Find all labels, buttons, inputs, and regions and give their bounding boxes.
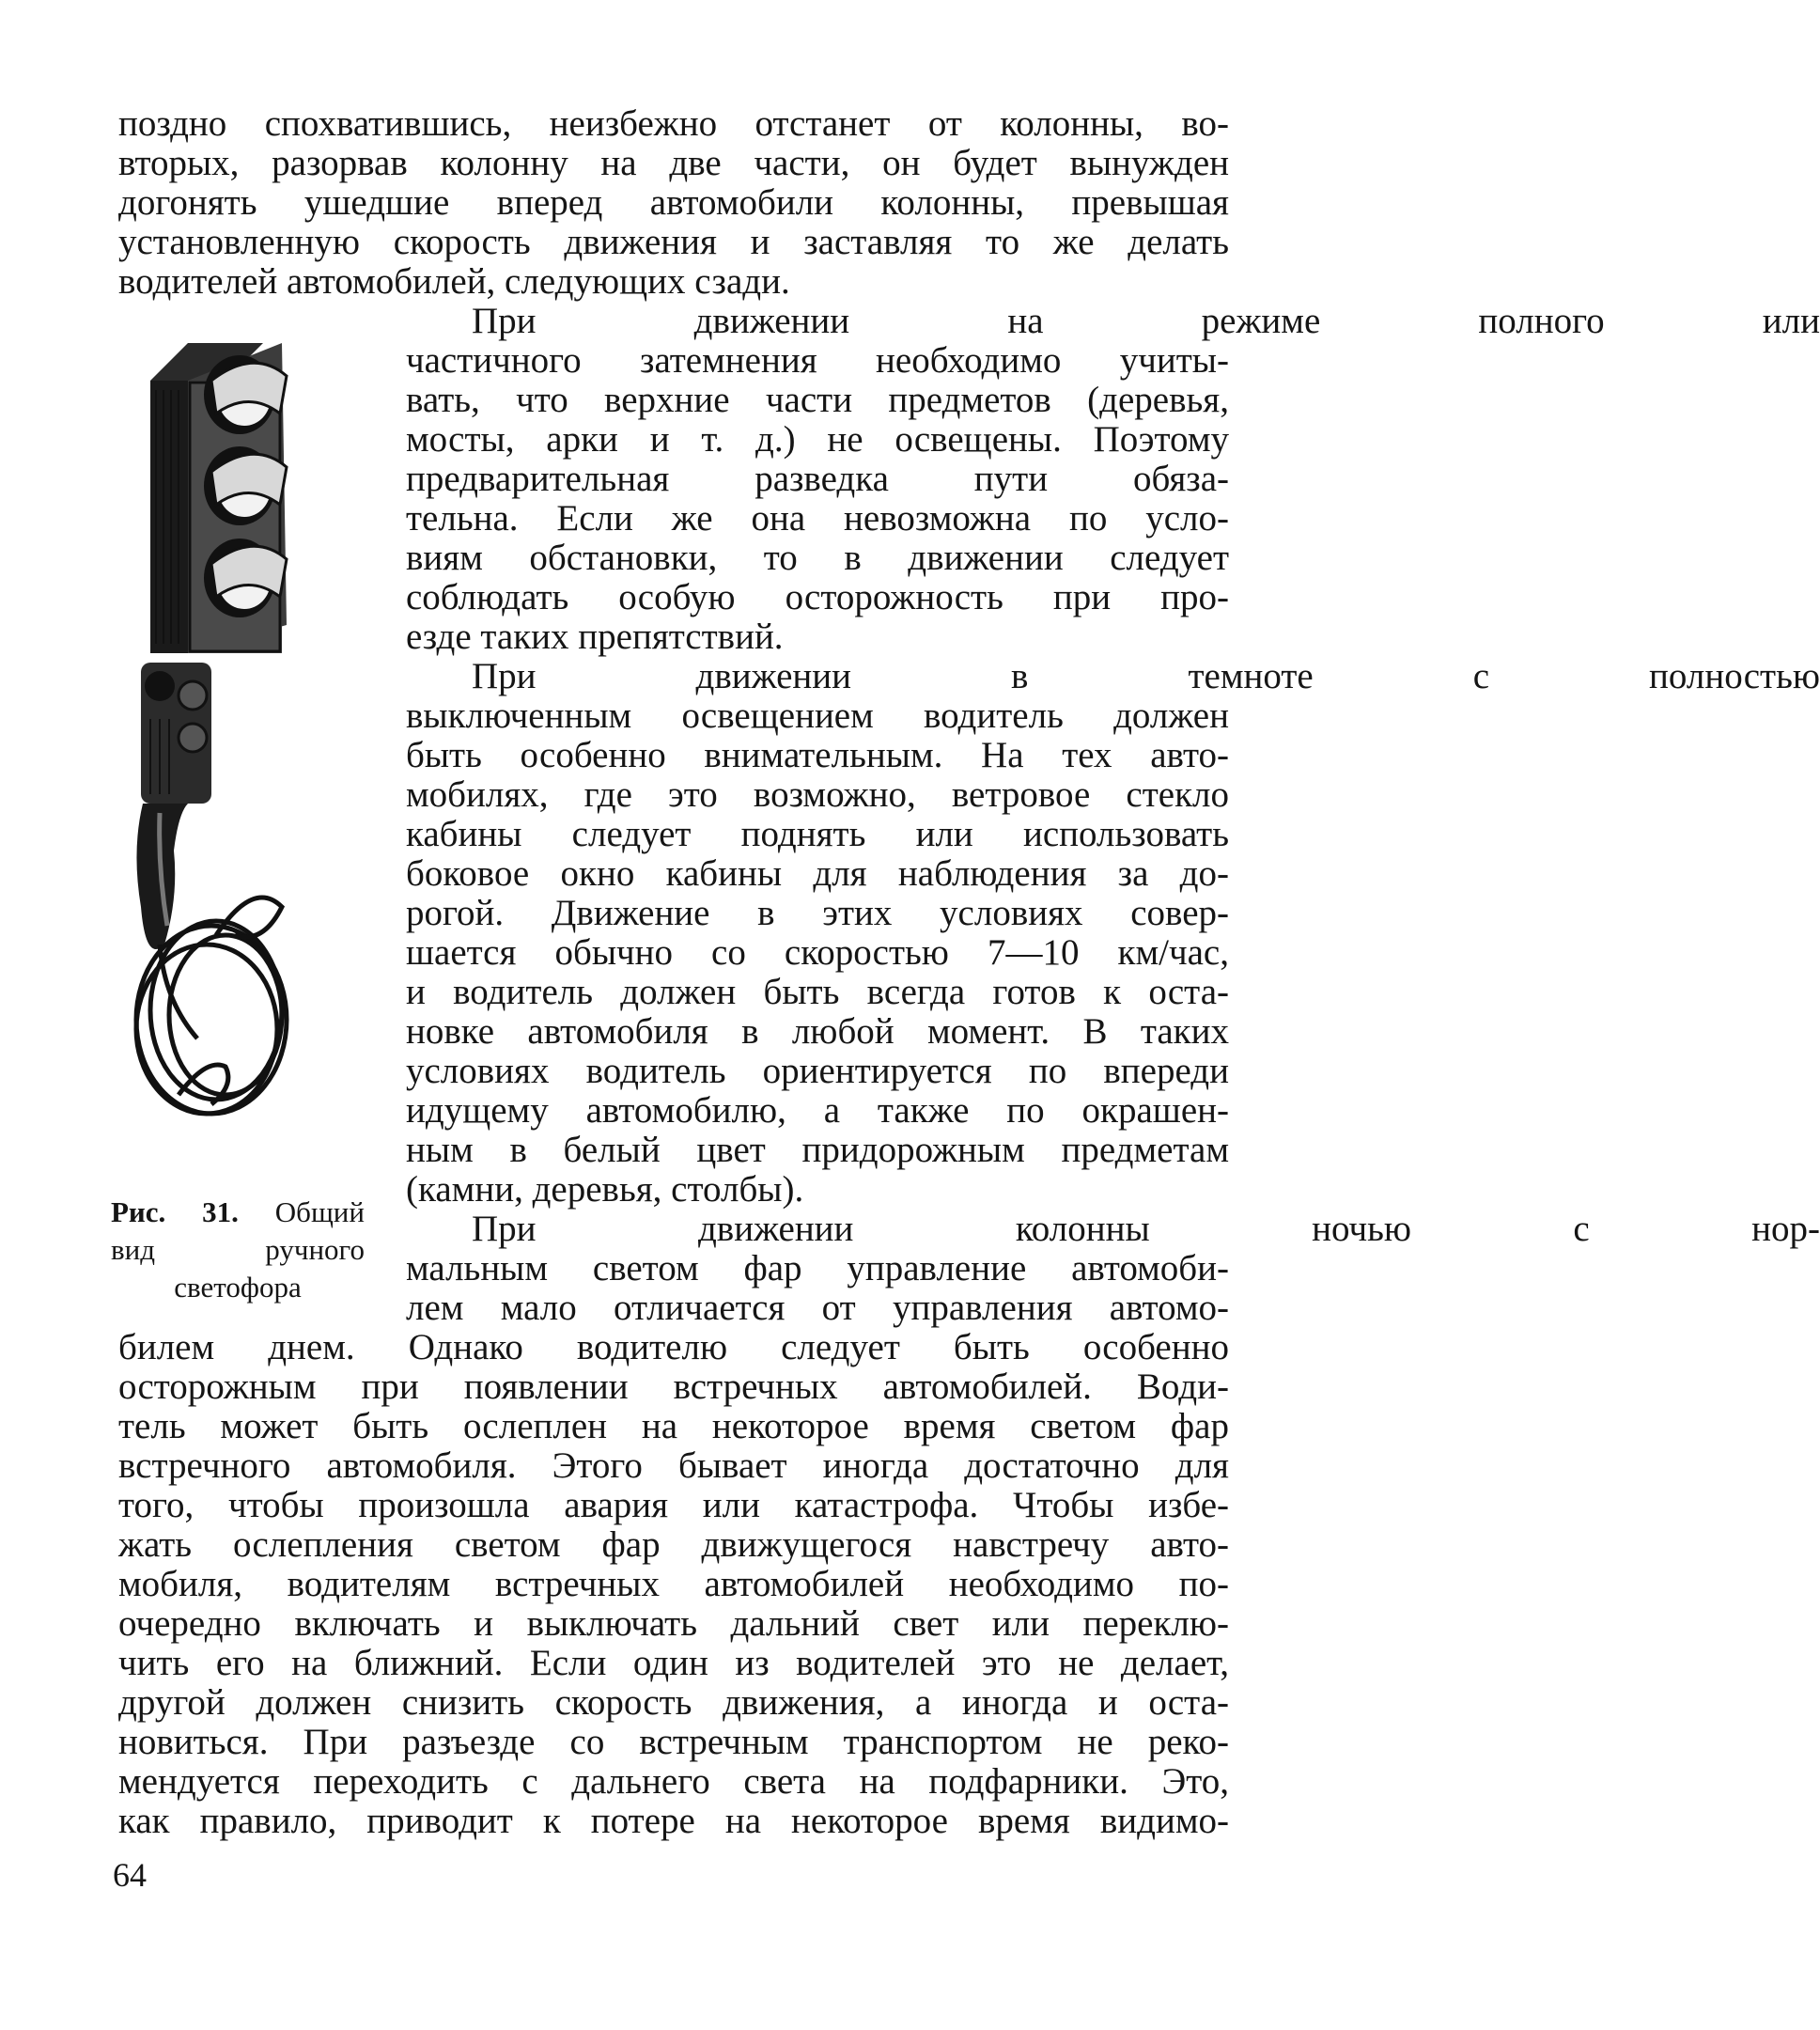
text-line: водителей автомобилей, следующих сзади. bbox=[118, 261, 790, 302]
text-line: лем мало отличается от управления автомо- bbox=[406, 1288, 1229, 1328]
paragraph-start-line: При движении колонны ночью с нор- bbox=[472, 1209, 1820, 1249]
text-line: жать ослепления светом фар движущегося навстречу авто- bbox=[118, 1524, 1229, 1565]
text-line: мендуется переходить с дальнего света на подфарники. Это, bbox=[118, 1761, 1229, 1802]
text-line: другой должен снизить скорость движения, а иногда и оста- bbox=[118, 1682, 1229, 1723]
text-line: чить его на ближний. Если один из водителей это не делает, bbox=[118, 1643, 1229, 1683]
figure-label: Рис. 31. bbox=[111, 1195, 239, 1228]
text-line: идущему автомобилю, а также по окрашен- bbox=[406, 1090, 1229, 1131]
text-line: мосты, арки и т. д.) не освещены. Поэтому bbox=[406, 419, 1229, 460]
text-line: вать, что верхние части предметов (деревья, bbox=[406, 380, 1229, 420]
text-line: догонять ушедшие вперед автомобили колонны, превышая bbox=[118, 182, 1229, 223]
text-line: билем днем. Однако водителю следует быть особенно bbox=[118, 1327, 1229, 1367]
text-line: ным в белый цвет придорожным предметам bbox=[406, 1130, 1229, 1170]
text-line: выключенным освещением водитель должен bbox=[406, 695, 1229, 736]
caption-text: Общий bbox=[274, 1195, 365, 1228]
text-line: соблюдать особую осторожность при про- bbox=[406, 577, 1229, 617]
page-number: 64 bbox=[113, 1856, 147, 1894]
text-line: мобиля, водителям встречных автомобилей необходимо по- bbox=[118, 1564, 1229, 1604]
text-line: встречного автомобиля. Этого бывает иногда достаточно для bbox=[118, 1445, 1229, 1486]
text-line: новке автомобиля в любой момент. В таких bbox=[406, 1011, 1229, 1052]
text-line: кабины следует поднять или использовать bbox=[406, 814, 1229, 854]
text-line: мобилях, где это возможно, ветровое стекло bbox=[406, 774, 1229, 815]
text-line: поздно спохватившись, неизбежно отстанет от колонны, во- bbox=[118, 103, 1229, 144]
hand-traffic-light-illustration bbox=[122, 324, 404, 1208]
text-line: установленную скорость движения и заставляя то же делать bbox=[118, 222, 1229, 262]
text-line: частичного затемнения необходимо учиты- bbox=[406, 340, 1229, 381]
text-line: рогой. Движение в этих условиях совер- bbox=[406, 893, 1229, 933]
text-line: как правило, приводит к потере на некоторое время видимо- bbox=[118, 1801, 1229, 1841]
figure-caption bbox=[111, 1194, 365, 1306]
text-line: вторых, разорвав колонну на две части, он будет вынужден bbox=[118, 143, 1229, 183]
text-line: шается обычно со скоростью 7—10 км/час, bbox=[406, 932, 1229, 973]
caption-text: вид ручного bbox=[111, 1233, 365, 1266]
text-line: (камни, деревья, столбы). bbox=[406, 1169, 804, 1210]
paragraph-start-line: При движении на режиме полного или bbox=[472, 301, 1820, 341]
text-line: виям обстановки, то в движении следует bbox=[406, 538, 1229, 578]
text-line: новиться. При разъезде со встречным транспортом не реко- bbox=[118, 1722, 1229, 1762]
text-line: тельна. Если же она невозможна по усло- bbox=[406, 498, 1229, 539]
text-line: и водитель должен быть всегда готов к оста- bbox=[406, 972, 1229, 1012]
text-line: осторожным при появлении встречных автомобилей. Води- bbox=[118, 1366, 1229, 1407]
text-line: условиях водитель ориентируется по впереди bbox=[406, 1051, 1229, 1091]
text-line: того, чтобы произошла авария или катастрофа. Чтобы избе- bbox=[118, 1485, 1229, 1525]
text-line: боковое окно кабины для наблюдения за до- bbox=[406, 853, 1229, 894]
text-line: быть особенно внимательным. На тех авто- bbox=[406, 735, 1229, 775]
caption-text: светофора bbox=[174, 1271, 302, 1304]
text-line: мальным светом фар управление автомоби- bbox=[406, 1248, 1229, 1288]
text-line: очередно включать и выключать дальний свет или переклю- bbox=[118, 1603, 1229, 1644]
text-line: тель может быть ослеплен на некоторое время светом фар bbox=[118, 1406, 1229, 1446]
text-line: предварительная разведка пути обяза- bbox=[406, 459, 1229, 499]
text-line: езде таких препятствий. bbox=[406, 617, 784, 657]
paragraph-start-line: При движении в темноте с полностью bbox=[472, 656, 1820, 696]
